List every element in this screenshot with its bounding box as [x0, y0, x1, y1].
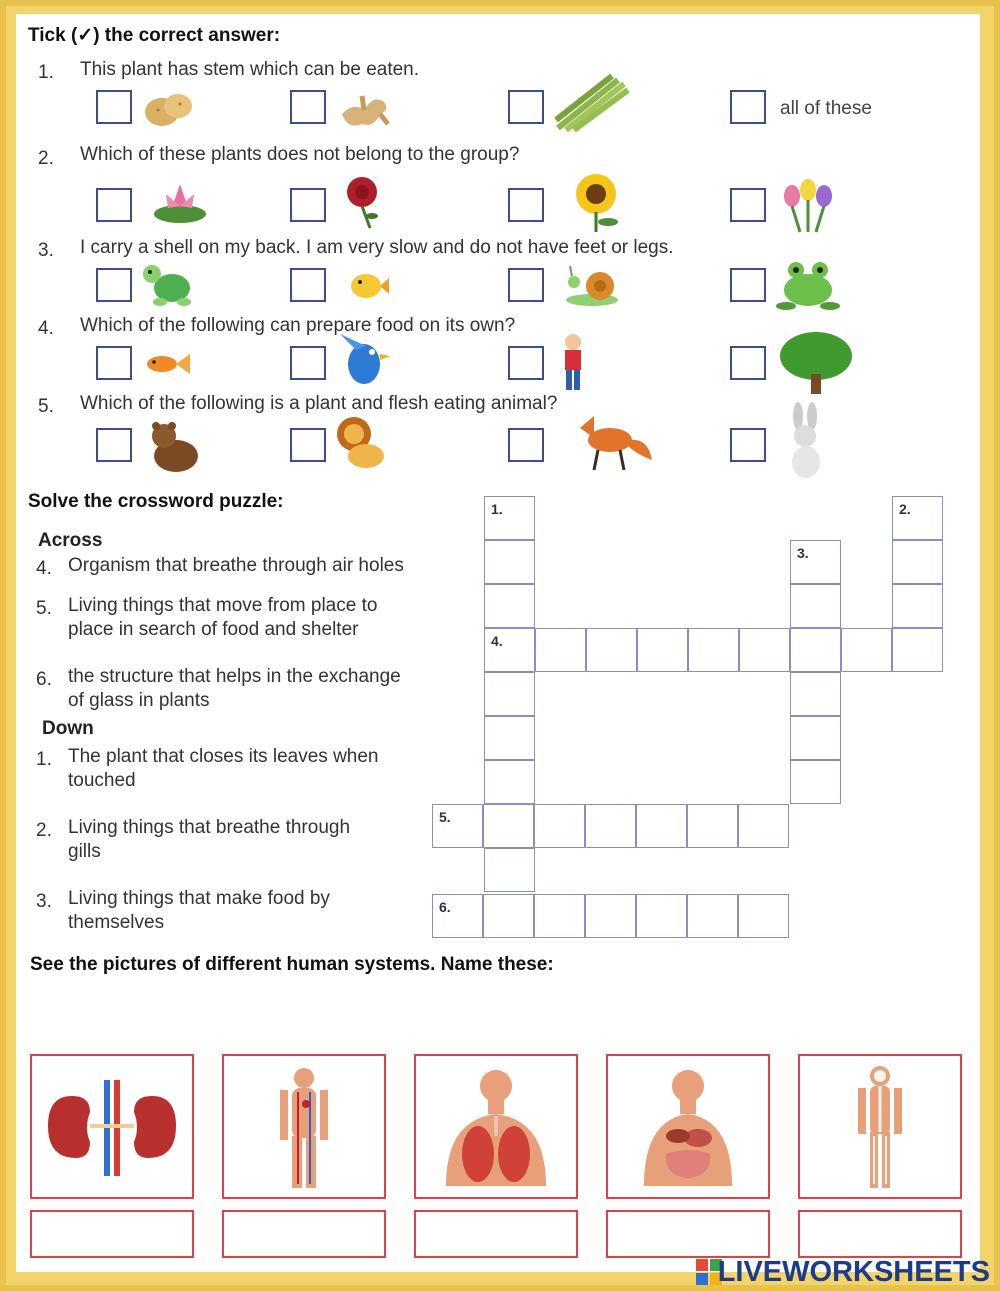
question-number: 2.: [38, 148, 54, 169]
answer-checkbox[interactable]: [290, 428, 326, 462]
crossword-cell[interactable]: [739, 628, 790, 672]
crossword-cell[interactable]: [484, 672, 535, 716]
crossword-cell[interactable]: [484, 760, 535, 804]
tree-icon: [776, 330, 856, 394]
answer-checkbox[interactable]: [508, 428, 544, 462]
potato-icon: [142, 84, 196, 132]
crossword-cell[interactable]: [790, 760, 841, 804]
question-number: 1.: [38, 62, 54, 83]
crossword-cell[interactable]: [432, 894, 483, 938]
answer-checkbox[interactable]: [730, 346, 766, 380]
crossword-cell-number: 2.: [899, 501, 911, 517]
clue-text: Organism that breathe through air holes: [68, 555, 404, 576]
answer-checkbox[interactable]: [508, 346, 544, 380]
clue-text: The plant that closes its leaves when touched: [68, 746, 379, 791]
worksheet: [16, 14, 980, 1272]
question-number: 3.: [38, 240, 54, 261]
answer-checkbox[interactable]: [508, 268, 544, 302]
answer-checkbox[interactable]: [508, 188, 544, 222]
clue-number: 3.: [36, 891, 52, 912]
skeletal-system-icon: [800, 1056, 960, 1197]
clue-text: Living things that breathe through gills: [68, 817, 351, 862]
crossword-cell-number: 5.: [439, 809, 451, 825]
answer-checkbox[interactable]: [290, 90, 326, 124]
crossword-cell[interactable]: [484, 540, 535, 584]
clue-text: the structure that helps in the exchange of glass in plants: [68, 666, 401, 711]
picture-box: [798, 1054, 962, 1199]
crossword-cell[interactable]: [790, 716, 841, 760]
turtle-icon: [138, 260, 198, 312]
lion-icon: [332, 414, 388, 474]
crossword-cell[interactable]: [892, 540, 943, 584]
picture-box: [30, 1054, 194, 1199]
fox-icon: [570, 410, 654, 474]
answer-checkbox[interactable]: [730, 188, 766, 222]
crossword-cell[interactable]: [432, 804, 483, 848]
crossword-cell[interactable]: [841, 628, 892, 672]
crossword-cell[interactable]: [586, 628, 637, 672]
crossword-cell[interactable]: [790, 628, 841, 672]
liveworksheets-brand: LIVEWORKSHEETS: [717, 1256, 990, 1288]
section-title-human-systems: See the pictures of different human systems. Name these:: [30, 954, 554, 975]
section-title-tick: Tick (✓) the correct answer:: [28, 25, 281, 46]
crossword-cell[interactable]: [483, 804, 534, 848]
answer-box[interactable]: [222, 1210, 386, 1258]
crossword-cell[interactable]: [790, 540, 841, 584]
answer-checkbox[interactable]: [508, 90, 544, 124]
water-lily-icon: [152, 176, 208, 226]
crossword-cell[interactable]: [535, 628, 586, 672]
crossword-cell[interactable]: [637, 628, 688, 672]
answer-checkbox[interactable]: [96, 268, 132, 302]
pufferfish-icon: [346, 270, 390, 302]
crossword-cell[interactable]: [892, 628, 943, 672]
crossword-cell[interactable]: [738, 804, 789, 848]
question-number: 4.: [38, 318, 54, 339]
section-title-crossword: Solve the crossword puzzle:: [28, 491, 284, 512]
crossword-cell[interactable]: [484, 496, 535, 540]
crossword-cell[interactable]: [688, 628, 739, 672]
tulips-icon: [780, 174, 836, 234]
crossword-cell[interactable]: [790, 672, 841, 716]
circulatory-system-icon: [224, 1056, 384, 1197]
answer-box[interactable]: [30, 1210, 194, 1258]
question-text: Which of the following can prepare food on its own?: [80, 315, 516, 336]
clue-text: Living things that move from place to place in search of food and shelter: [68, 595, 378, 640]
question-number: 5.: [38, 396, 54, 417]
crossword-cell-number: 4.: [491, 633, 503, 649]
crossword-cell[interactable]: [892, 584, 943, 628]
crossword-cell[interactable]: [484, 628, 535, 672]
digestive-system-icon: [608, 1056, 768, 1197]
bear-icon: [146, 418, 202, 476]
crossword-cell[interactable]: [484, 584, 535, 628]
answer-box[interactable]: [798, 1210, 962, 1258]
crossword-cell[interactable]: [687, 894, 738, 938]
frog-icon: [774, 256, 842, 314]
crossword-cell[interactable]: [534, 894, 585, 938]
answer-checkbox[interactable]: [96, 188, 132, 222]
kidney-icon: [32, 1056, 192, 1197]
crossword-cell[interactable]: [585, 804, 636, 848]
crossword-cell[interactable]: [534, 804, 585, 848]
crossword-cell[interactable]: [484, 848, 535, 892]
answer-checkbox[interactable]: [96, 346, 132, 380]
crossword-cell[interactable]: [687, 804, 738, 848]
answer-box[interactable]: [414, 1210, 578, 1258]
crossword-cell[interactable]: [790, 584, 841, 628]
answer-checkbox[interactable]: [290, 268, 326, 302]
clue-number: 6.: [36, 669, 52, 690]
crossword-cell[interactable]: [636, 804, 687, 848]
ginger-icon: [334, 84, 394, 136]
across-heading: Across: [38, 530, 103, 551]
crossword-cell[interactable]: [484, 716, 535, 760]
picture-box: [606, 1054, 770, 1199]
answer-checkbox[interactable]: [290, 188, 326, 222]
picture-box: [414, 1054, 578, 1199]
question-text: This plant has stem which can be eaten.: [80, 59, 420, 80]
question-text: I carry a shell on my back. I am very slow and do not have feet or legs.: [80, 237, 674, 258]
sunflower-icon: [564, 170, 628, 234]
clue-number: 4.: [36, 558, 52, 579]
answer-box[interactable]: [606, 1210, 770, 1258]
goldfish-icon: [142, 350, 192, 378]
clue-number: 2.: [36, 820, 52, 841]
option-all-of-these: all of these: [780, 98, 872, 119]
clue-text: Living things that make food by themselves: [68, 888, 330, 933]
crossword-cell[interactable]: [892, 496, 943, 540]
rose-icon: [340, 174, 388, 230]
crossword-cell-number: 6.: [439, 899, 451, 915]
boy-icon: [558, 332, 588, 394]
answer-checkbox[interactable]: [730, 90, 766, 124]
rabbit-icon: [784, 402, 828, 482]
crossword-cell[interactable]: [636, 894, 687, 938]
sugarcane-icon: [554, 74, 630, 134]
crossword-cell-number: 3.: [797, 545, 809, 561]
respiratory-system-icon: [416, 1056, 576, 1197]
answer-checkbox[interactable]: [730, 268, 766, 302]
question-text: Which of these plants does not belong to the group?: [80, 144, 520, 165]
answer-checkbox[interactable]: [730, 428, 766, 462]
crossword-cell[interactable]: [738, 894, 789, 938]
crossword-cell[interactable]: [483, 894, 534, 938]
bird-icon: [336, 330, 392, 392]
question-text: Which of the following is a plant and flesh eating animal?: [80, 393, 558, 414]
down-heading: Down: [42, 718, 94, 739]
clue-number: 5.: [36, 598, 52, 619]
snail-icon: [564, 262, 624, 308]
answer-checkbox[interactable]: [290, 346, 326, 380]
answer-checkbox[interactable]: [96, 90, 132, 124]
clue-number: 1.: [36, 749, 52, 770]
answer-checkbox[interactable]: [96, 428, 132, 462]
crossword-cell-number: 1.: [491, 501, 503, 517]
crossword-cell[interactable]: [585, 894, 636, 938]
picture-box: [222, 1054, 386, 1199]
